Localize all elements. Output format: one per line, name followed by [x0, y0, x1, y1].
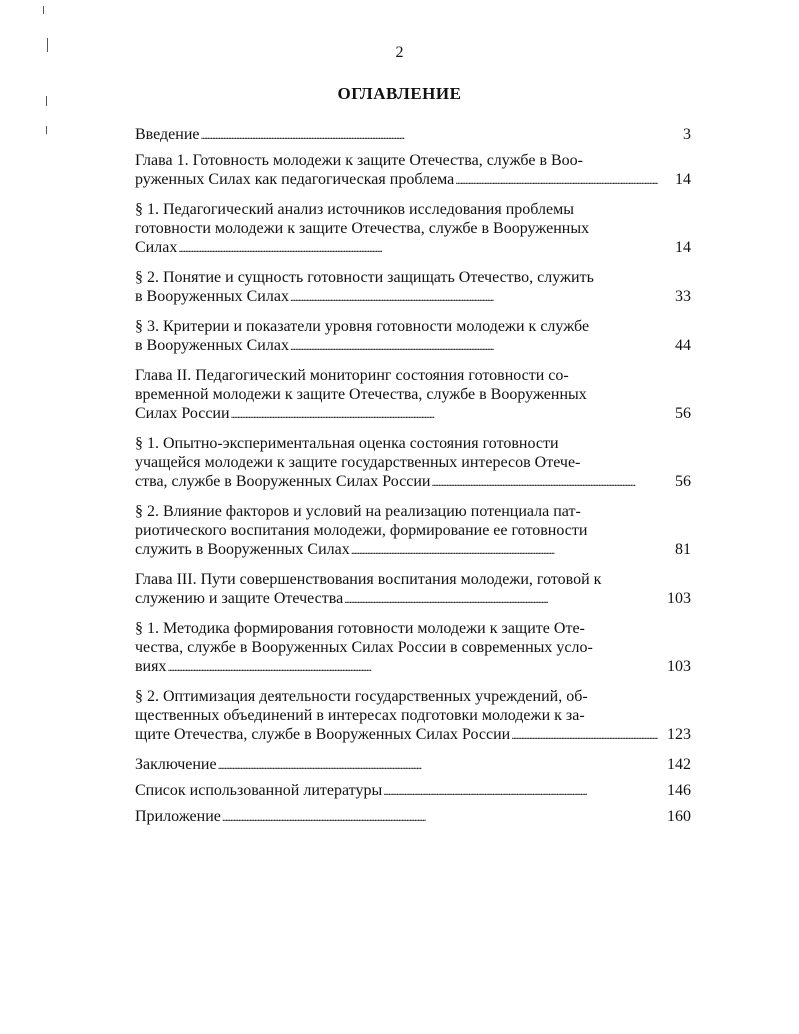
toc-page-number: 160 — [667, 808, 691, 825]
toc-entry-line: Глава 1. Готовность молодежи к защите Отечества, службе в Воо- — [135, 152, 584, 169]
toc-entry-final-line — [135, 657, 691, 677]
toc-entry — [135, 151, 691, 190]
toc-page-number: 56 — [675, 405, 691, 422]
toc-entry-text: ства, службе в Вооруженных Силах России — [135, 473, 431, 490]
toc-page-number: 123 — [667, 726, 691, 743]
toc-entry — [135, 268, 691, 307]
toc-entry — [135, 125, 691, 145]
toc-entry-text: Приложение — [135, 808, 221, 825]
dot-leader — [231, 404, 658, 424]
toc-entry-text: щите Отечества, службе в Вооруженных Силах России — [135, 726, 511, 743]
toc-entry — [135, 317, 691, 356]
dot-leader — [344, 589, 658, 609]
toc-page-number: 14 — [675, 239, 691, 256]
dot-leader — [351, 540, 658, 560]
toc-entry-line: учащейся молодежи к защите государственных интересов Отече- — [135, 454, 581, 471]
toc-entry-line: щественных объединений в интересах подготовки молодежи к за- — [135, 707, 585, 724]
toc-entry-line: § 2. Понятие и сущность готовности защищать Отечество, служить — [135, 269, 594, 286]
toc-entry — [135, 366, 691, 424]
toc-entry-line: § 1. Педагогический анализ источников исследования проблемы — [135, 201, 574, 218]
toc-entry-final-line — [135, 170, 691, 190]
scan-mark — [43, 6, 44, 14]
dot-leader — [431, 472, 658, 492]
dot-leader — [178, 238, 658, 258]
toc-entry — [135, 807, 691, 827]
toc-entry — [135, 755, 691, 775]
toc-entry-line: Глава II. Педагогический мониторинг состояния готовности со- — [135, 367, 569, 384]
toc-entry — [135, 781, 691, 801]
toc-entry-final-line — [135, 725, 691, 745]
toc-entry-text: Введение — [135, 126, 200, 143]
toc-entry-text: Заключение — [135, 756, 217, 773]
toc-entry-final-line — [135, 404, 691, 424]
dot-leader — [383, 781, 658, 801]
dot-leader — [455, 170, 658, 190]
toc-entry-line: § 1. Методика формирования готовности молодежи к защите Оте- — [135, 620, 585, 637]
toc-page-number: 33 — [675, 288, 691, 305]
toc-entry-text: в Вооруженных Силах — [135, 337, 289, 354]
toc-page-number: 81 — [675, 541, 691, 558]
toc-entry-final-line — [135, 540, 691, 560]
toc-entry-line: § 3. Критерии и показатели уровня готовности молодежи к службе — [135, 318, 590, 335]
toc-page-number: 56 — [675, 473, 691, 490]
toc-entry-text: служить в Вооруженных Силах — [135, 541, 350, 558]
toc-entry-text: Список использованной литературы — [135, 782, 383, 799]
scan-mark — [46, 126, 47, 134]
toc-page-number: 146 — [667, 782, 691, 799]
dot-leader — [290, 287, 658, 307]
toc-entry-text: в Вооруженных Силах — [135, 288, 289, 305]
toc-page-number: 103 — [667, 590, 691, 607]
page-number: 2 — [395, 44, 404, 61]
dot-leader — [167, 657, 658, 677]
toc-entry-final-line — [135, 755, 691, 775]
toc-entry-line: § 2. Влияние факторов и условий на реализацию потенциала пат- — [135, 503, 581, 520]
toc-entry — [135, 502, 691, 560]
toc-entry-line: готовности молодежи к защите Отечества, службе в Вооруженных — [135, 220, 590, 237]
page-title: ОГЛАВЛЕНИЕ — [337, 84, 462, 103]
toc-entry-final-line — [135, 336, 691, 356]
toc-entry-line: § 2. Оптимизация деятельности государственных учреждений, об- — [135, 688, 588, 705]
table-of-contents — [135, 125, 691, 833]
toc-entry — [135, 200, 691, 258]
dot-leader — [218, 755, 658, 775]
toc-entry-line: Глава III. Пути совершенствования воспитания молодежи, готовой к — [135, 571, 602, 588]
toc-entry-text: Силах — [135, 239, 178, 256]
dot-leader — [222, 807, 658, 827]
dot-leader — [290, 336, 658, 356]
toc-entry-final-line — [135, 472, 691, 492]
toc-entry-line: § 1. Опытно-экспериментальная оценка состояния готовности — [135, 435, 559, 452]
toc-page-number: 3 — [683, 126, 691, 143]
toc-entry-text: Силах России — [135, 405, 230, 422]
toc-entry-text: служению и защите Отечества — [135, 590, 344, 607]
dot-leader — [511, 725, 658, 745]
toc-entry — [135, 434, 691, 492]
toc-entry — [135, 687, 691, 745]
toc-entry-text: виях — [135, 658, 167, 675]
toc-page-number: 14 — [675, 171, 691, 188]
dot-leader — [201, 125, 659, 145]
toc-entry — [135, 570, 691, 609]
toc-entry-final-line — [135, 238, 691, 258]
toc-page-number: 44 — [675, 337, 691, 354]
toc-entry-final-line — [135, 781, 691, 801]
toc-page-number: 103 — [667, 658, 691, 675]
toc-entry-final-line — [135, 287, 691, 307]
toc-entry-line: временной молодежи к защите Отечества, службе в Вооруженных — [135, 386, 587, 403]
toc-page-number: 142 — [667, 756, 691, 773]
toc-entry-final-line — [135, 589, 691, 609]
toc-entry-line: чества, службе в Вооруженных Силах России в современных усло- — [135, 639, 593, 656]
toc-entry-line: риотического воспитания молодежи, формирование ее готовности — [135, 522, 588, 539]
toc-entry-final-line — [135, 807, 691, 827]
toc-entry — [135, 619, 691, 677]
toc-entry-final-line — [135, 125, 691, 145]
toc-entry-text: руженных Силах как педагогическая проблема — [135, 171, 455, 188]
